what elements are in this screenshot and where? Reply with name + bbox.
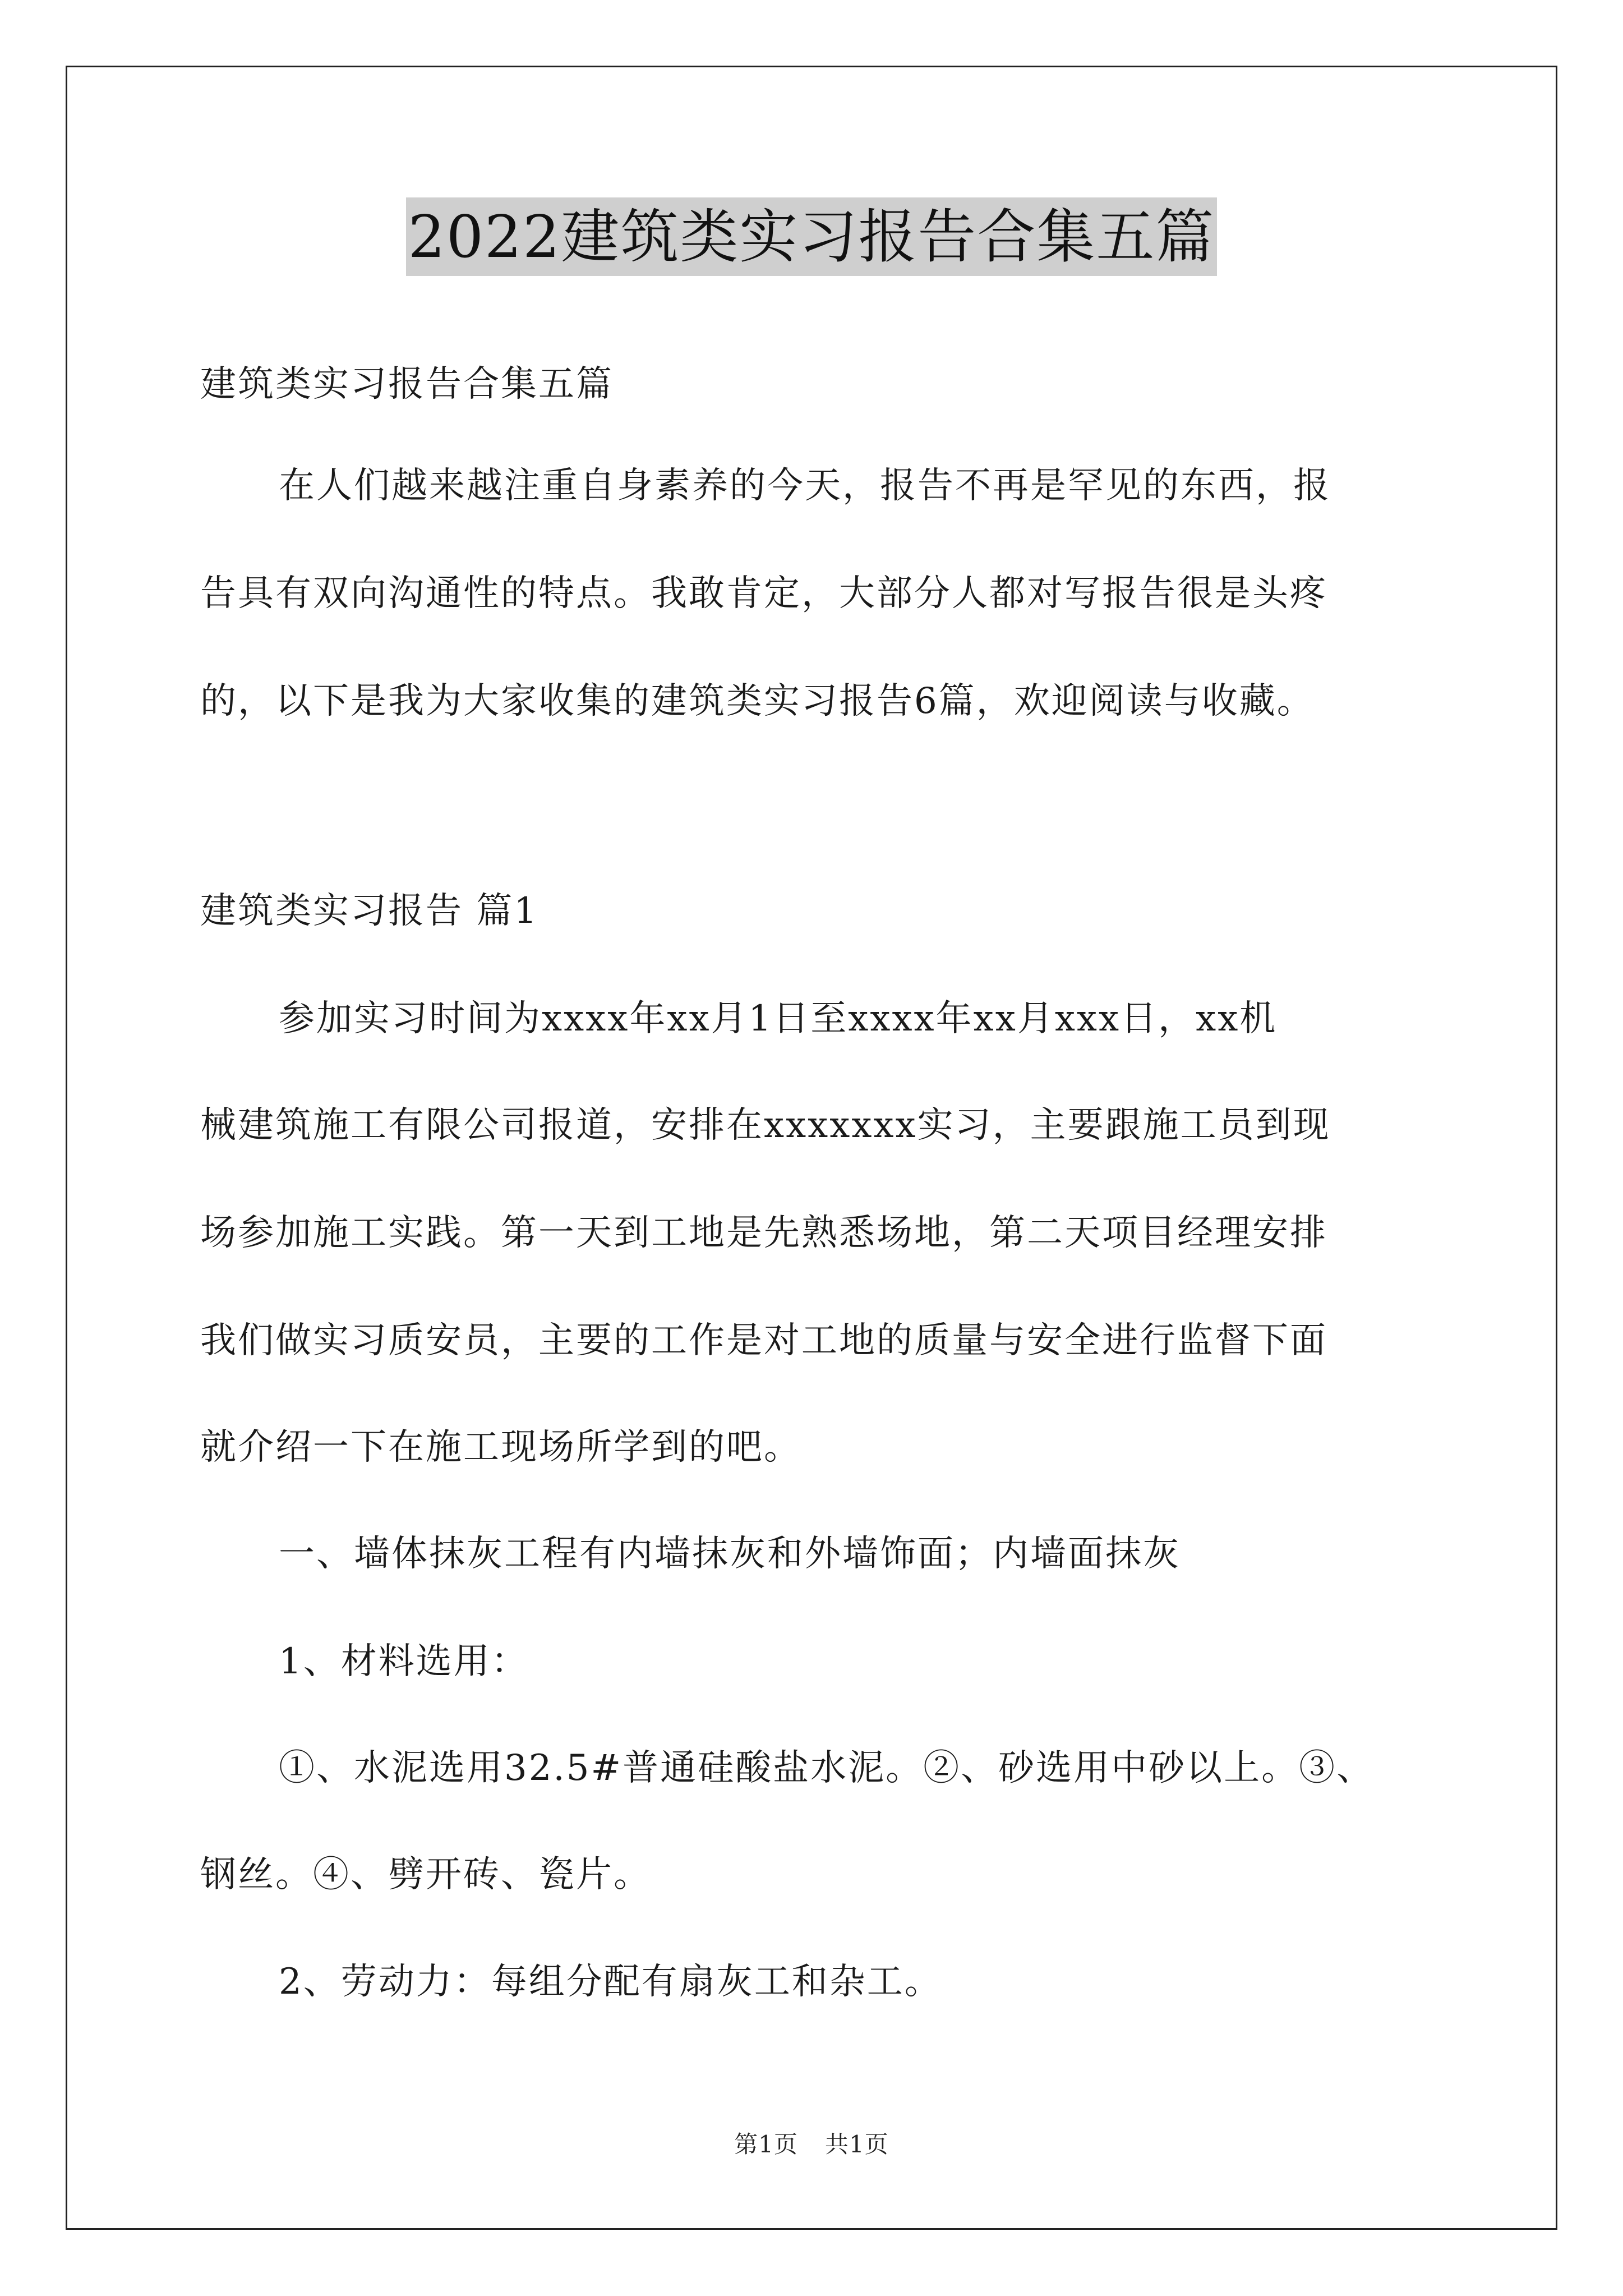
section-line-1: 参加实习时间为xxxx年xx月1日至xxxx年xx月xxx日，xx机 (279, 998, 1278, 1039)
document-title: 2022建筑类实习报告合集五篇 (406, 197, 1218, 276)
section-heading: 建筑类实习报告 篇1 (200, 890, 539, 932)
title-container (0, 197, 1623, 276)
section-line-3: 场参加施工实践。第一天到工地是先熟悉场地，第二天项目经理安排 (200, 1212, 1327, 1254)
section-line-2: 械建筑施工有限公司报道，安排在xxxxxxx实习，主要跟施工员到现 (200, 1105, 1331, 1146)
intro-line-2: 告具有双向沟通性的特点。我敢肯定，大部分人都对写报告很是头疼 (200, 573, 1327, 614)
section-line-4: 我们做实习质安员，主要的工作是对工地的质量与安全进行监督下面 (200, 1320, 1327, 1361)
materials-line-2: 钢丝。④、劈开砖、瓷片。 (200, 1854, 651, 1895)
intro-line-1: 在人们越来越注重自身素养的今天，报告不再是罕见的东西，报 (279, 465, 1331, 507)
page-number: 第1页 (734, 2131, 798, 2158)
intro-line-3: 的，以下是我为大家收集的建筑类实习报告6篇，欢迎阅读与收藏。 (200, 680, 1315, 722)
page-total: 共1页 (825, 2131, 889, 2158)
section-line-5: 就介绍一下在施工现场所学到的吧。 (200, 1427, 801, 1468)
labor-item: 2、劳动力：每组分配有扇灰工和杂工。 (279, 1961, 942, 2003)
page-footer (0, 2129, 1623, 2160)
document-subtitle: 建筑类实习报告合集五篇 (200, 364, 614, 405)
materials-item: 1、材料选用： (279, 1641, 529, 1682)
plaster-item: 一、墙体抹灰工程有内墙抹灰和外墙饰面；内墙面抹灰 (279, 1533, 1181, 1575)
materials-line-1: ①、水泥选用32.5#普通硅酸盐水泥。②、砂选用中砂以上。③、 (279, 1747, 1375, 1789)
